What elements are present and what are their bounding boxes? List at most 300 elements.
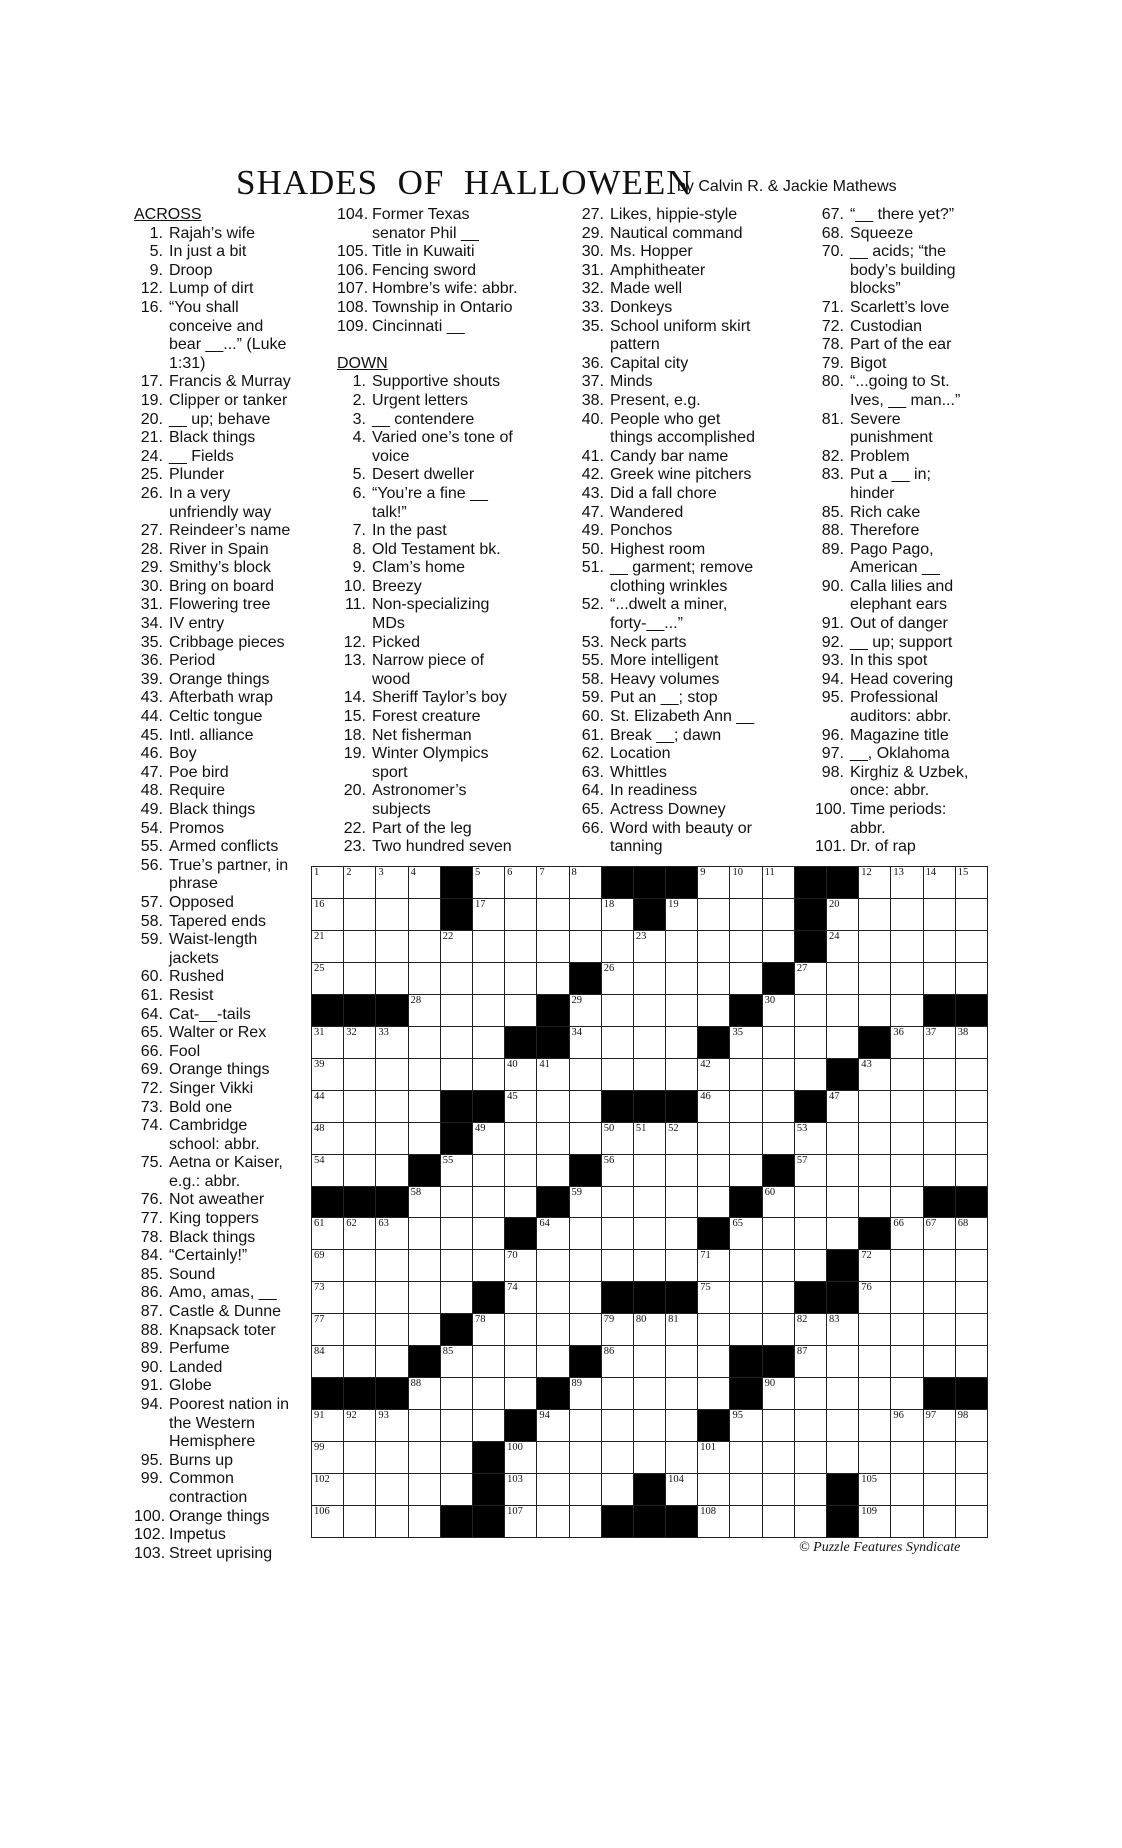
- grid-cell[interactable]: [634, 1250, 666, 1282]
- grid-cell[interactable]: [956, 1091, 988, 1123]
- grid-cell[interactable]: [441, 1282, 473, 1314]
- grid-cell[interactable]: [827, 931, 859, 963]
- grid-cell[interactable]: [956, 1027, 988, 1059]
- grid-cell[interactable]: [827, 1027, 859, 1059]
- grid-cell[interactable]: [827, 963, 859, 995]
- grid-cell[interactable]: [344, 1314, 376, 1346]
- grid-cell[interactable]: [891, 1059, 923, 1091]
- grid-cell[interactable]: [698, 1155, 730, 1187]
- grid-cell[interactable]: [505, 899, 537, 931]
- grid-cell[interactable]: [956, 1314, 988, 1346]
- grid-cell[interactable]: [312, 931, 344, 963]
- grid-cell[interactable]: [795, 1378, 827, 1410]
- grid-cell[interactable]: [312, 1250, 344, 1282]
- grid-cell[interactable]: [441, 1218, 473, 1250]
- grid-cell[interactable]: [344, 1091, 376, 1123]
- grid-cell[interactable]: [730, 1506, 762, 1538]
- grid-cell[interactable]: [505, 963, 537, 995]
- grid-cell[interactable]: [376, 1059, 408, 1091]
- grid-cell[interactable]: [666, 1442, 698, 1474]
- grid-cell[interactable]: [795, 1027, 827, 1059]
- grid-cell[interactable]: [956, 867, 988, 899]
- grid-cell[interactable]: [891, 1506, 923, 1538]
- grid-cell[interactable]: [891, 1155, 923, 1187]
- grid-cell[interactable]: [441, 1250, 473, 1282]
- grid-cell[interactable]: [730, 1218, 762, 1250]
- grid-cell[interactable]: [730, 1091, 762, 1123]
- grid-cell[interactable]: [505, 1314, 537, 1346]
- grid-cell[interactable]: [827, 1123, 859, 1155]
- grid-cell[interactable]: [698, 1059, 730, 1091]
- grid-cell[interactable]: [344, 1059, 376, 1091]
- grid-cell[interactable]: [795, 1218, 827, 1250]
- grid-cell[interactable]: [570, 1442, 602, 1474]
- grid-cell[interactable]: [730, 1027, 762, 1059]
- grid-cell[interactable]: [570, 1218, 602, 1250]
- grid-cell[interactable]: [924, 1218, 956, 1250]
- grid-cell[interactable]: [344, 1123, 376, 1155]
- grid-cell[interactable]: [924, 867, 956, 899]
- grid-cell[interactable]: [634, 1378, 666, 1410]
- grid-cell[interactable]: [376, 1346, 408, 1378]
- grid-cell[interactable]: [473, 995, 505, 1027]
- grid-cell[interactable]: [827, 1410, 859, 1442]
- grid-cell[interactable]: [409, 867, 441, 899]
- grid-cell[interactable]: [473, 1346, 505, 1378]
- grid-cell[interactable]: [827, 1218, 859, 1250]
- grid-cell[interactable]: [730, 1314, 762, 1346]
- grid-cell[interactable]: [795, 1410, 827, 1442]
- grid-cell[interactable]: [376, 1314, 408, 1346]
- grid-cell[interactable]: [666, 1250, 698, 1282]
- grid-cell[interactable]: [409, 1123, 441, 1155]
- grid-cell[interactable]: [409, 1410, 441, 1442]
- grid-cell[interactable]: [956, 1218, 988, 1250]
- grid-cell[interactable]: [570, 1378, 602, 1410]
- grid-cell[interactable]: [763, 931, 795, 963]
- grid-cell[interactable]: [602, 1346, 634, 1378]
- grid-cell[interactable]: [505, 1506, 537, 1538]
- grid-cell[interactable]: [827, 1378, 859, 1410]
- grid-cell[interactable]: [344, 1410, 376, 1442]
- grid-cell[interactable]: [409, 1314, 441, 1346]
- grid-cell[interactable]: [730, 1123, 762, 1155]
- grid-cell[interactable]: [441, 1378, 473, 1410]
- grid-cell[interactable]: [795, 1314, 827, 1346]
- grid-cell[interactable]: [441, 963, 473, 995]
- grid-cell[interactable]: [634, 1410, 666, 1442]
- grid-cell[interactable]: [827, 1346, 859, 1378]
- grid-cell[interactable]: [924, 1059, 956, 1091]
- grid-cell[interactable]: [505, 1250, 537, 1282]
- grid-cell[interactable]: [859, 931, 891, 963]
- grid-cell[interactable]: [730, 867, 762, 899]
- grid-cell[interactable]: [312, 1346, 344, 1378]
- grid-cell[interactable]: [666, 963, 698, 995]
- grid-cell[interactable]: [312, 1506, 344, 1538]
- grid-cell[interactable]: [441, 1155, 473, 1187]
- grid-cell[interactable]: [763, 1123, 795, 1155]
- grid-cell[interactable]: [409, 1027, 441, 1059]
- grid-cell[interactable]: [666, 1123, 698, 1155]
- grid-cell[interactable]: [376, 1474, 408, 1506]
- grid-cell[interactable]: [409, 963, 441, 995]
- grid-cell[interactable]: [795, 1250, 827, 1282]
- grid-cell[interactable]: [730, 1410, 762, 1442]
- grid-cell[interactable]: [344, 1506, 376, 1538]
- grid-cell[interactable]: [924, 1091, 956, 1123]
- grid-cell[interactable]: [602, 1027, 634, 1059]
- grid-cell[interactable]: [827, 899, 859, 931]
- grid-cell[interactable]: [441, 1474, 473, 1506]
- grid-cell[interactable]: [570, 1250, 602, 1282]
- grid-cell[interactable]: [505, 1123, 537, 1155]
- grid-cell[interactable]: [505, 931, 537, 963]
- grid-cell[interactable]: [537, 867, 569, 899]
- grid-cell[interactable]: [634, 1346, 666, 1378]
- grid-cell[interactable]: [570, 1091, 602, 1123]
- grid-cell[interactable]: [409, 1218, 441, 1250]
- grid-cell[interactable]: [441, 1059, 473, 1091]
- grid-cell[interactable]: [698, 1123, 730, 1155]
- grid-cell[interactable]: [924, 1123, 956, 1155]
- grid-cell[interactable]: [956, 1282, 988, 1314]
- grid-cell[interactable]: [537, 1155, 569, 1187]
- grid-cell[interactable]: [698, 1091, 730, 1123]
- grid-cell[interactable]: [795, 963, 827, 995]
- grid-cell[interactable]: [859, 1155, 891, 1187]
- grid-cell[interactable]: [537, 1282, 569, 1314]
- grid-cell[interactable]: [891, 899, 923, 931]
- grid-cell[interactable]: [473, 1027, 505, 1059]
- grid-cell[interactable]: [795, 1346, 827, 1378]
- grid-cell[interactable]: [730, 1474, 762, 1506]
- grid-cell[interactable]: [473, 867, 505, 899]
- grid-cell[interactable]: [312, 963, 344, 995]
- grid-cell[interactable]: [537, 1410, 569, 1442]
- grid-cell[interactable]: [376, 931, 408, 963]
- grid-cell[interactable]: [376, 899, 408, 931]
- grid-cell[interactable]: [376, 963, 408, 995]
- grid-cell[interactable]: [666, 1378, 698, 1410]
- grid-cell[interactable]: [924, 1410, 956, 1442]
- grid-cell[interactable]: [763, 899, 795, 931]
- grid-cell[interactable]: [602, 1442, 634, 1474]
- grid-cell[interactable]: [409, 1059, 441, 1091]
- grid-cell[interactable]: [956, 1442, 988, 1474]
- grid-cell[interactable]: [505, 1378, 537, 1410]
- grid-cell[interactable]: [698, 867, 730, 899]
- grid-cell[interactable]: [409, 931, 441, 963]
- grid-cell[interactable]: [570, 1506, 602, 1538]
- grid-cell[interactable]: [441, 1346, 473, 1378]
- grid-cell[interactable]: [602, 1410, 634, 1442]
- grid-cell[interactable]: [441, 1187, 473, 1219]
- grid-cell[interactable]: [537, 1250, 569, 1282]
- grid-cell[interactable]: [763, 1059, 795, 1091]
- grid-cell[interactable]: [698, 1474, 730, 1506]
- grid-cell[interactable]: [570, 1314, 602, 1346]
- grid-cell[interactable]: [537, 1314, 569, 1346]
- grid-cell[interactable]: [344, 1442, 376, 1474]
- grid-cell[interactable]: [666, 1410, 698, 1442]
- grid-cell[interactable]: [344, 1346, 376, 1378]
- grid-cell[interactable]: [634, 931, 666, 963]
- grid-cell[interactable]: [666, 1474, 698, 1506]
- grid-cell[interactable]: [924, 1506, 956, 1538]
- grid-cell[interactable]: [827, 1442, 859, 1474]
- grid-cell[interactable]: [698, 1187, 730, 1219]
- grid-cell[interactable]: [795, 1442, 827, 1474]
- grid-cell[interactable]: [344, 867, 376, 899]
- grid-cell[interactable]: [730, 899, 762, 931]
- grid-cell[interactable]: [924, 1346, 956, 1378]
- grid-cell[interactable]: [312, 1314, 344, 1346]
- grid-cell[interactable]: [730, 1250, 762, 1282]
- grid-cell[interactable]: [859, 1410, 891, 1442]
- grid-cell[interactable]: [537, 1091, 569, 1123]
- grid-cell[interactable]: [473, 1250, 505, 1282]
- grid-cell[interactable]: [859, 1346, 891, 1378]
- grid-cell[interactable]: [924, 1282, 956, 1314]
- grid-cell[interactable]: [570, 1059, 602, 1091]
- grid-cell[interactable]: [891, 867, 923, 899]
- grid-cell[interactable]: [441, 1442, 473, 1474]
- grid-cell[interactable]: [570, 867, 602, 899]
- grid-cell[interactable]: [924, 1250, 956, 1282]
- grid-cell[interactable]: [666, 1155, 698, 1187]
- grid-cell[interactable]: [956, 1506, 988, 1538]
- grid-cell[interactable]: [827, 1155, 859, 1187]
- grid-cell[interactable]: [891, 1442, 923, 1474]
- grid-cell[interactable]: [891, 1250, 923, 1282]
- grid-cell[interactable]: [891, 1218, 923, 1250]
- grid-cell[interactable]: [859, 1506, 891, 1538]
- grid-cell[interactable]: [376, 1123, 408, 1155]
- grid-cell[interactable]: [924, 1155, 956, 1187]
- grid-cell[interactable]: [570, 1282, 602, 1314]
- grid-cell[interactable]: [859, 963, 891, 995]
- grid-cell[interactable]: [473, 1123, 505, 1155]
- grid-cell[interactable]: [666, 1059, 698, 1091]
- grid-cell[interactable]: [409, 1378, 441, 1410]
- grid-cell[interactable]: [698, 1346, 730, 1378]
- grid-cell[interactable]: [698, 1314, 730, 1346]
- grid-cell[interactable]: [344, 1218, 376, 1250]
- grid-cell[interactable]: [924, 931, 956, 963]
- grid-cell[interactable]: [602, 1187, 634, 1219]
- grid-cell[interactable]: [505, 1282, 537, 1314]
- grid-cell[interactable]: [312, 1123, 344, 1155]
- grid-cell[interactable]: [376, 867, 408, 899]
- grid-cell[interactable]: [924, 1474, 956, 1506]
- grid-cell[interactable]: [924, 1027, 956, 1059]
- grid-cell[interactable]: [634, 1442, 666, 1474]
- grid-cell[interactable]: [924, 899, 956, 931]
- grid-cell[interactable]: [602, 1378, 634, 1410]
- grid-cell[interactable]: [537, 1218, 569, 1250]
- grid-cell[interactable]: [505, 1155, 537, 1187]
- grid-cell[interactable]: [859, 1314, 891, 1346]
- grid-cell[interactable]: [698, 995, 730, 1027]
- grid-cell[interactable]: [376, 1410, 408, 1442]
- grid-cell[interactable]: [730, 1059, 762, 1091]
- grid-cell[interactable]: [441, 995, 473, 1027]
- grid-cell[interactable]: [344, 899, 376, 931]
- grid-cell[interactable]: [666, 1346, 698, 1378]
- grid-cell[interactable]: [344, 963, 376, 995]
- grid-cell[interactable]: [537, 1506, 569, 1538]
- grid-cell[interactable]: [956, 1123, 988, 1155]
- grid-cell[interactable]: [505, 995, 537, 1027]
- grid-cell[interactable]: [795, 1123, 827, 1155]
- grid-cell[interactable]: [956, 1155, 988, 1187]
- grid-cell[interactable]: [634, 1187, 666, 1219]
- grid-cell[interactable]: [795, 1187, 827, 1219]
- grid-cell[interactable]: [827, 1314, 859, 1346]
- grid-cell[interactable]: [602, 1123, 634, 1155]
- grid-cell[interactable]: [312, 1282, 344, 1314]
- grid-cell[interactable]: [376, 1442, 408, 1474]
- grid-cell[interactable]: [827, 1091, 859, 1123]
- grid-cell[interactable]: [344, 1155, 376, 1187]
- grid-cell[interactable]: [956, 1059, 988, 1091]
- grid-cell[interactable]: [473, 1314, 505, 1346]
- grid-cell[interactable]: [891, 963, 923, 995]
- grid-cell[interactable]: [924, 1442, 956, 1474]
- grid-cell[interactable]: [473, 1378, 505, 1410]
- grid-cell[interactable]: [956, 899, 988, 931]
- grid-cell[interactable]: [602, 995, 634, 1027]
- grid-cell[interactable]: [570, 899, 602, 931]
- grid-cell[interactable]: [409, 1250, 441, 1282]
- grid-cell[interactable]: [537, 1123, 569, 1155]
- grid-cell[interactable]: [956, 1410, 988, 1442]
- grid-cell[interactable]: [698, 1282, 730, 1314]
- grid-cell[interactable]: [441, 931, 473, 963]
- grid-cell[interactable]: [730, 1155, 762, 1187]
- grid-cell[interactable]: [634, 1314, 666, 1346]
- grid-cell[interactable]: [570, 931, 602, 963]
- grid-cell[interactable]: [505, 1059, 537, 1091]
- grid-cell[interactable]: [537, 1474, 569, 1506]
- grid-cell[interactable]: [956, 963, 988, 995]
- grid-cell[interactable]: [698, 1250, 730, 1282]
- grid-cell[interactable]: [344, 931, 376, 963]
- grid-cell[interactable]: [891, 1123, 923, 1155]
- grid-cell[interactable]: [763, 1027, 795, 1059]
- grid-cell[interactable]: [891, 1282, 923, 1314]
- grid-cell[interactable]: [859, 1474, 891, 1506]
- grid-cell[interactable]: [602, 1059, 634, 1091]
- grid-cell[interactable]: [344, 1474, 376, 1506]
- grid-cell[interactable]: [602, 1218, 634, 1250]
- grid-cell[interactable]: [763, 1314, 795, 1346]
- grid-cell[interactable]: [505, 1346, 537, 1378]
- grid-cell[interactable]: [473, 963, 505, 995]
- grid-cell[interactable]: [859, 1123, 891, 1155]
- grid-cell[interactable]: [763, 1506, 795, 1538]
- grid-cell[interactable]: [891, 1410, 923, 1442]
- grid-cell[interactable]: [730, 1282, 762, 1314]
- grid-cell[interactable]: [698, 1506, 730, 1538]
- grid-cell[interactable]: [634, 1027, 666, 1059]
- grid-cell[interactable]: [634, 1218, 666, 1250]
- grid-cell[interactable]: [795, 995, 827, 1027]
- grid-cell[interactable]: [891, 995, 923, 1027]
- grid-cell[interactable]: [698, 899, 730, 931]
- grid-cell[interactable]: [634, 1155, 666, 1187]
- grid-cell[interactable]: [473, 899, 505, 931]
- grid-cell[interactable]: [763, 1474, 795, 1506]
- grid-cell[interactable]: [859, 995, 891, 1027]
- grid-cell[interactable]: [956, 1250, 988, 1282]
- grid-cell[interactable]: [763, 1091, 795, 1123]
- grid-cell[interactable]: [602, 1250, 634, 1282]
- grid-cell[interactable]: [891, 1474, 923, 1506]
- grid-cell[interactable]: [602, 1314, 634, 1346]
- grid-cell[interactable]: [537, 1346, 569, 1378]
- grid-cell[interactable]: [666, 995, 698, 1027]
- grid-cell[interactable]: [376, 1027, 408, 1059]
- grid-cell[interactable]: [763, 1410, 795, 1442]
- grid-cell[interactable]: [409, 1442, 441, 1474]
- grid-cell[interactable]: [312, 1027, 344, 1059]
- grid-cell[interactable]: [763, 995, 795, 1027]
- grid-cell[interactable]: [730, 963, 762, 995]
- grid-cell[interactable]: [570, 1474, 602, 1506]
- grid-cell[interactable]: [634, 963, 666, 995]
- grid-cell[interactable]: [344, 1282, 376, 1314]
- grid-cell[interactable]: [891, 1091, 923, 1123]
- grid-cell[interactable]: [698, 1378, 730, 1410]
- grid-cell[interactable]: [666, 1218, 698, 1250]
- grid-cell[interactable]: [312, 1410, 344, 1442]
- grid-cell[interactable]: [666, 1314, 698, 1346]
- grid-cell[interactable]: [859, 867, 891, 899]
- grid-cell[interactable]: [891, 1314, 923, 1346]
- grid-cell[interactable]: [473, 931, 505, 963]
- grid-cell[interactable]: [730, 931, 762, 963]
- grid-cell[interactable]: [698, 1442, 730, 1474]
- grid-cell[interactable]: [570, 1123, 602, 1155]
- grid-cell[interactable]: [730, 1442, 762, 1474]
- grid-cell[interactable]: [795, 1059, 827, 1091]
- grid-cell[interactable]: [505, 1187, 537, 1219]
- grid-cell[interactable]: [505, 1091, 537, 1123]
- grid-cell[interactable]: [537, 899, 569, 931]
- grid-cell[interactable]: [666, 1027, 698, 1059]
- grid-cell[interactable]: [924, 1314, 956, 1346]
- grid-cell[interactable]: [312, 1442, 344, 1474]
- grid-cell[interactable]: [570, 1027, 602, 1059]
- grid-cell[interactable]: [376, 1091, 408, 1123]
- grid-cell[interactable]: [795, 1506, 827, 1538]
- grid-cell[interactable]: [698, 963, 730, 995]
- grid-cell[interactable]: [602, 1474, 634, 1506]
- grid-cell[interactable]: [763, 1218, 795, 1250]
- grid-cell[interactable]: [409, 899, 441, 931]
- grid-cell[interactable]: [795, 1474, 827, 1506]
- grid-cell[interactable]: [956, 931, 988, 963]
- grid-cell[interactable]: [312, 1059, 344, 1091]
- grid-cell[interactable]: [344, 1250, 376, 1282]
- grid-cell[interactable]: [473, 1187, 505, 1219]
- grid-cell[interactable]: [859, 1091, 891, 1123]
- grid-cell[interactable]: [859, 1378, 891, 1410]
- grid-cell[interactable]: [956, 1346, 988, 1378]
- grid-cell[interactable]: [763, 1378, 795, 1410]
